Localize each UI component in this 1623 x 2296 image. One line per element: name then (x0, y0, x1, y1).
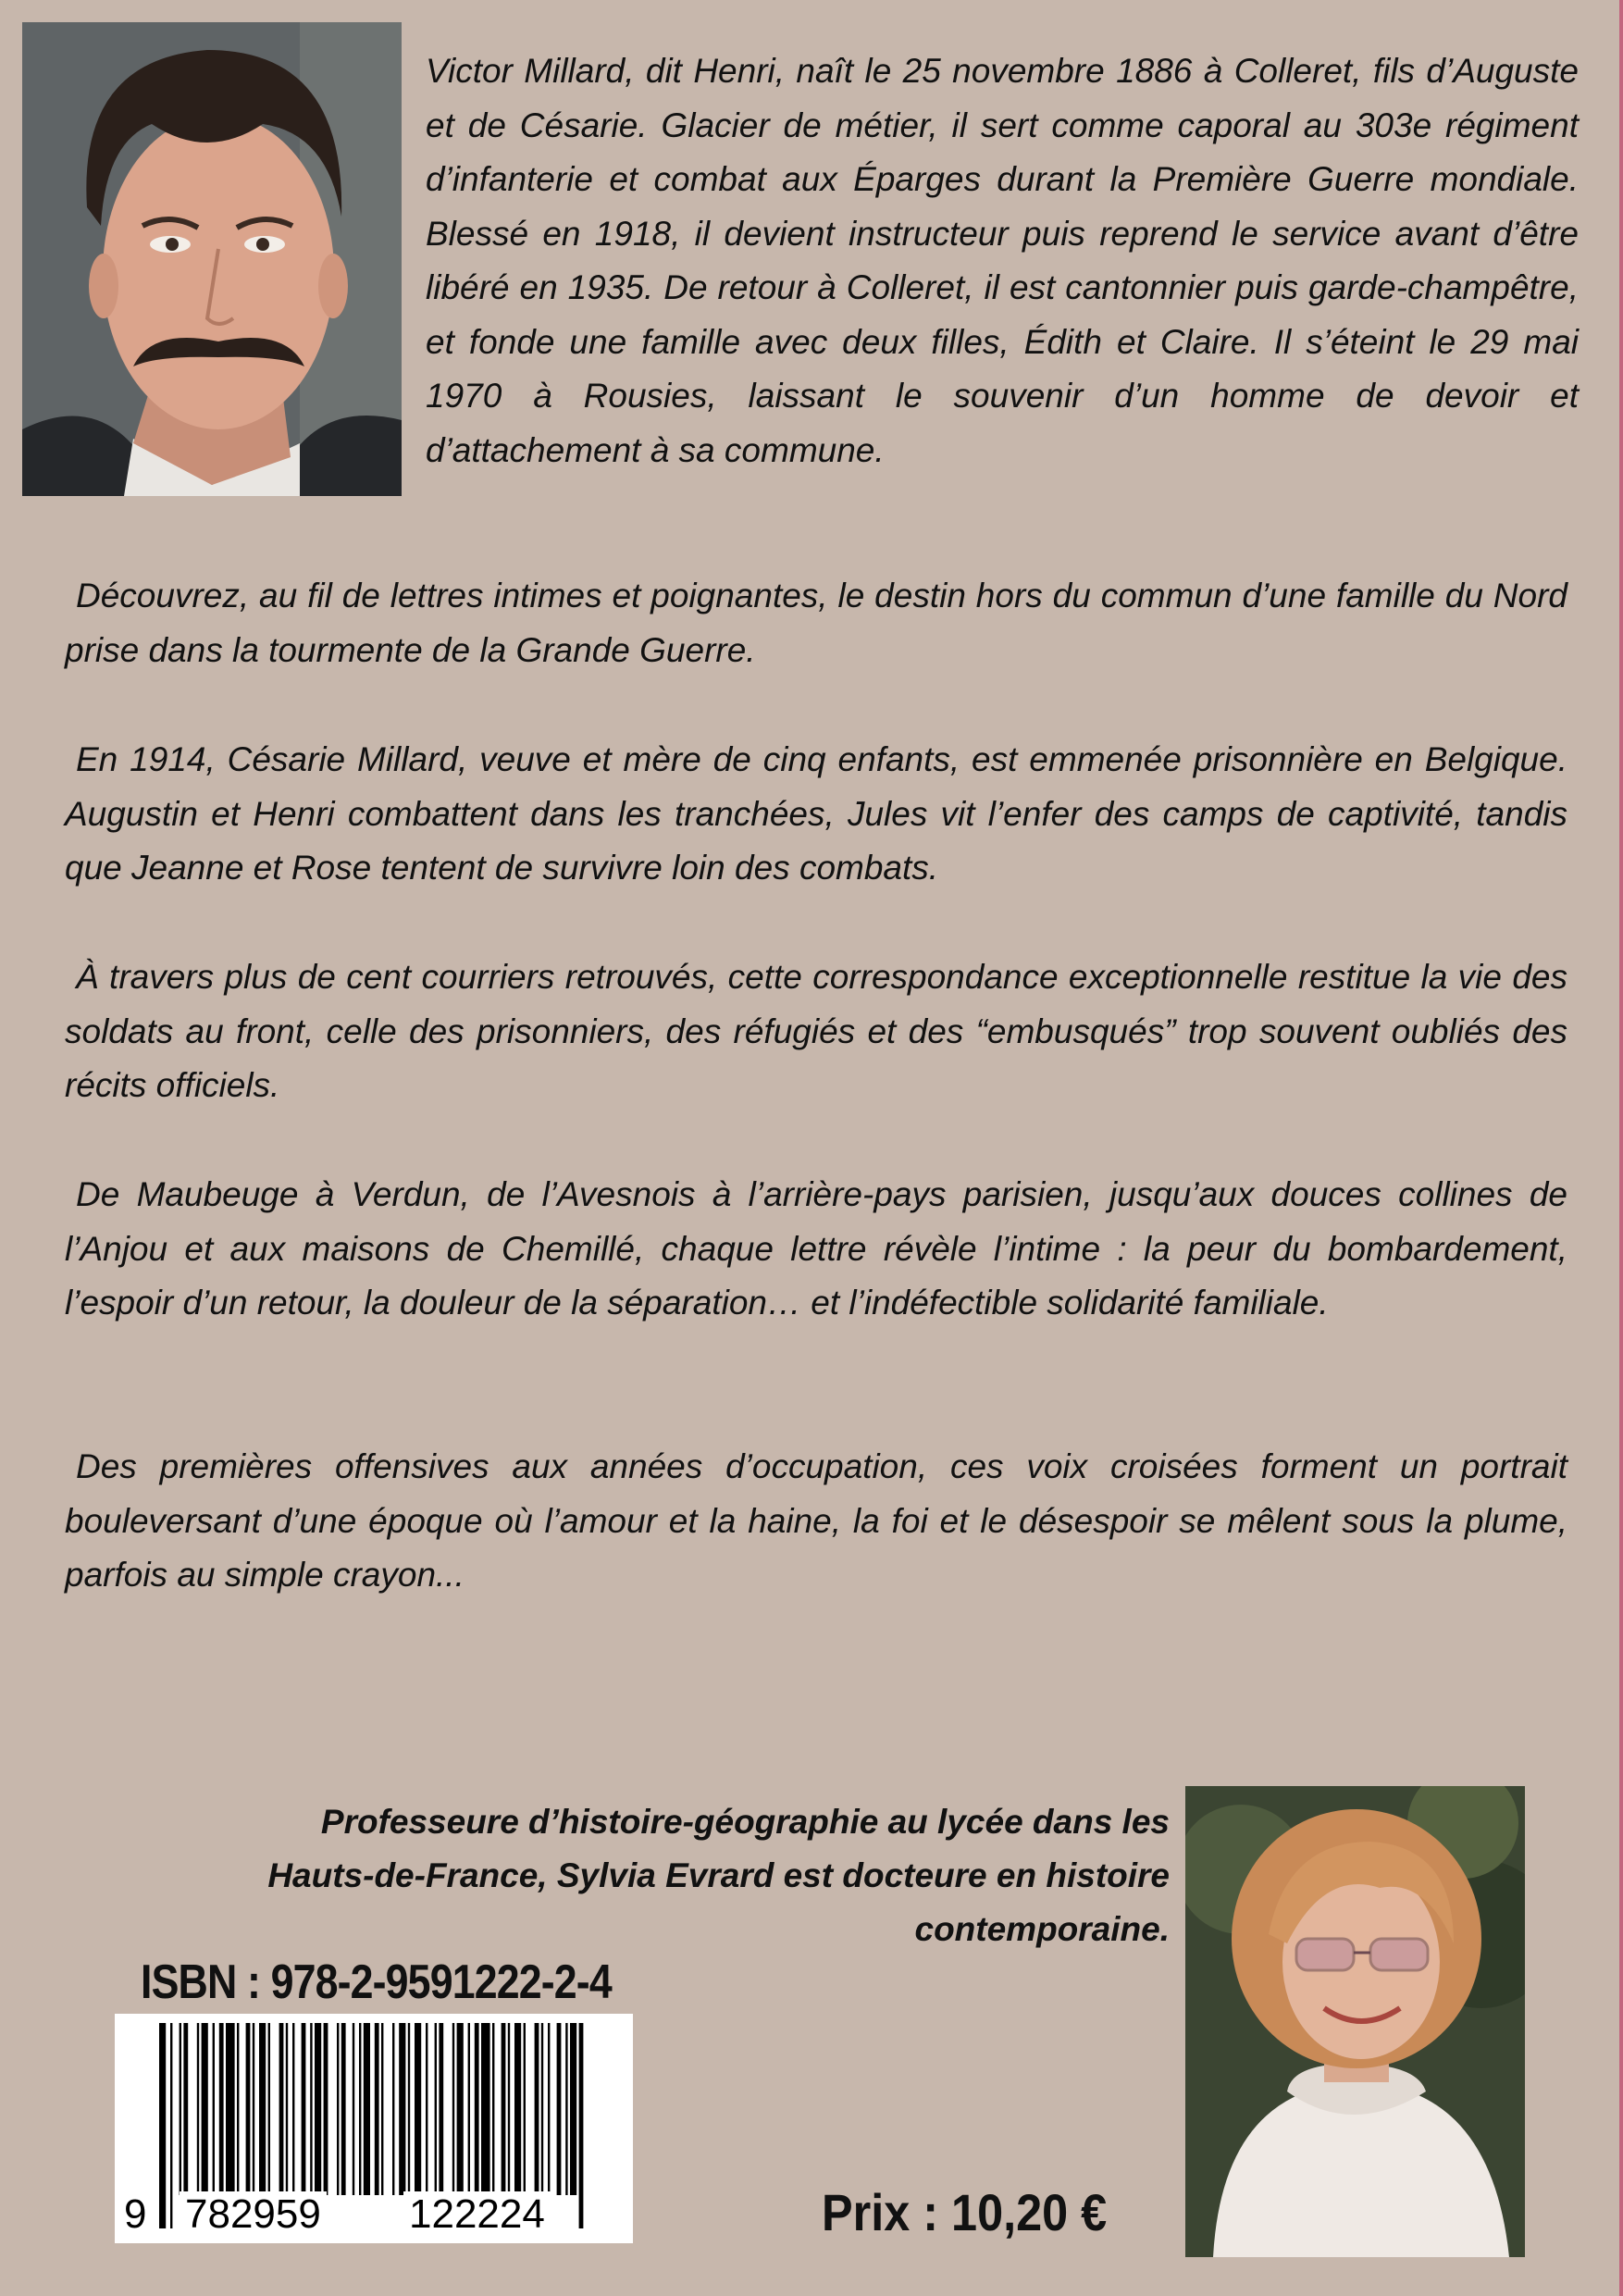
subject-biography: Victor Millard, dit Henri, naît le 25 novembre 1886 à Colleret, fils d’Auguste et de Césarie. Glacier de métier, il sert comme caporal au 303e régiment d’infanterie et combat aux Éparges durant la Première Guerre mondiale. Blessé en 1918, il devient instructeur puis reprend le service avant d’être libéré en 1935. De retour à Colleret, il est cantonnier puis garde-champêtre, et fonde une famille avec deux filles, Édith et Claire. Il s’éteint le 29 mai 1970 à Rousies, laissant le souvenir d’un homme de devoir et d’attachement à sa commune. (426, 52, 1579, 469)
synopsis-paragraph-4: De Maubeuge à Verdun, de l’Avesnois à l’arrière-pays parisien, jusqu’aux douces collines de l’Anjou et aux maisons de Chemillé, chaque lettre révèle l’intime : la peur du bombardement, l’espoir d’un retour, la douleur de la séparation… et l’indéfectible solidarité familiale. (65, 1175, 1567, 1322)
synopsis-paragraph-2: En 1914, Césarie Millard, veuve et mère de cinq enfants, est emmenée prisonnière en Belgique. Augustin et Henri combattent dans les tranchées, Jules vit l’enfer des camps de captivité, tandis que Jeanne et Rose tentent de survivre loin des combats. (65, 740, 1567, 887)
barcode-bar (514, 2023, 521, 2195)
barcode-bar (170, 2023, 172, 2228)
barcode-first-digit: 9 (124, 2191, 147, 2237)
barcode-bar (237, 2023, 239, 2195)
barcode-bar (579, 2023, 584, 2228)
price-label: Prix : 10,20 € (822, 2183, 1108, 2241)
barcode-bar (279, 2023, 284, 2195)
barcode-bar (197, 2023, 199, 2195)
barcode-bar (415, 2023, 421, 2195)
barcode-bar (524, 2023, 526, 2195)
portrait-author (1185, 1786, 1525, 2257)
barcode-bar (353, 2023, 354, 2195)
barcode-bar (502, 2023, 506, 2195)
barcode-bar (341, 2023, 346, 2195)
portrait-victor-millard (22, 22, 402, 496)
barcode-bar (481, 2023, 490, 2195)
barcode-bar (268, 2023, 270, 2195)
isbn-label: ISBN : 978-2-9591222-2-4 (141, 1955, 612, 2009)
barcode-bar (492, 2023, 494, 2195)
barcode-bar (213, 2023, 215, 2195)
barcode-bar (375, 2023, 379, 2195)
barcode-bar (508, 2023, 510, 2195)
barcode-bar (570, 2023, 576, 2195)
synopsis-paragraph-5: Des premières offensives aux années d’occupation, ces voix croisées forment un portrait bouleversant d’une époque où l’amour et la haine, la foi et le désespoir se mêlent sous la plume, parfois au simple crayon... (65, 1447, 1567, 1594)
barcode-bar (226, 2023, 235, 2195)
barcode-bar (302, 2023, 306, 2195)
barcode-bar (324, 2023, 328, 2195)
barcode-bar (337, 2023, 339, 2195)
barcode-right-digits: 122224 (403, 2191, 551, 2238)
barcode-bar (259, 2023, 266, 2195)
barcode-bar (315, 2023, 321, 2195)
barcode-bar (364, 2023, 370, 2195)
synopsis-paragraph-3: À travers plus de cent courriers retrouvés, cette correspondance exceptionnelle restitue la vie des soldats au front, celle des prisonniers, des réfugiés et des “embusqués” trop souvent oubliés des récits officiels. (65, 958, 1567, 1104)
barcode-bar (535, 2023, 539, 2195)
spine-edge-line (1619, 0, 1623, 2296)
barcode-bar (253, 2023, 254, 2195)
barcode-bar (159, 2023, 166, 2228)
barcode-bar (452, 2023, 454, 2195)
barcode-bar (548, 2023, 550, 2195)
barcode-bar (202, 2023, 208, 2195)
barcode-bar (457, 2023, 464, 2195)
barcode-bar (219, 2023, 224, 2195)
barcode-bar (541, 2023, 543, 2195)
author-biography: Professeure d’histoire-géographie au lycée dans les Hauts-de-France, Sylvia Evrard est docteure en histoire contemporaine. (267, 1803, 1170, 1948)
barcode-bar (439, 2023, 443, 2195)
barcode-bar (475, 2023, 479, 2195)
barcode-bar (557, 2023, 562, 2195)
isbn-barcode (115, 2014, 633, 2243)
barcode-bar (408, 2023, 410, 2195)
barcode-bar (435, 2023, 437, 2195)
barcode-bar (381, 2023, 383, 2195)
synopsis-paragraph-1: Découvrez, au fil de lettres intimes et poignantes, le destin hors du commun d’une famille du Nord prise dans la tourmente de la Grande Guerre. (65, 577, 1567, 669)
barcode-bar (246, 2023, 251, 2195)
barcode-bar (183, 2023, 188, 2195)
barcode-bar (565, 2023, 567, 2195)
barcode-bar (359, 2023, 361, 2195)
barcode-left-digits: 782959 (180, 2191, 327, 2238)
barcode-bar (180, 2023, 181, 2195)
barcode-bar (392, 2023, 394, 2195)
barcode-bar (468, 2023, 470, 2195)
barcode-bar (399, 2023, 405, 2195)
barcode-bar (426, 2023, 427, 2195)
barcode-bar (310, 2023, 312, 2195)
